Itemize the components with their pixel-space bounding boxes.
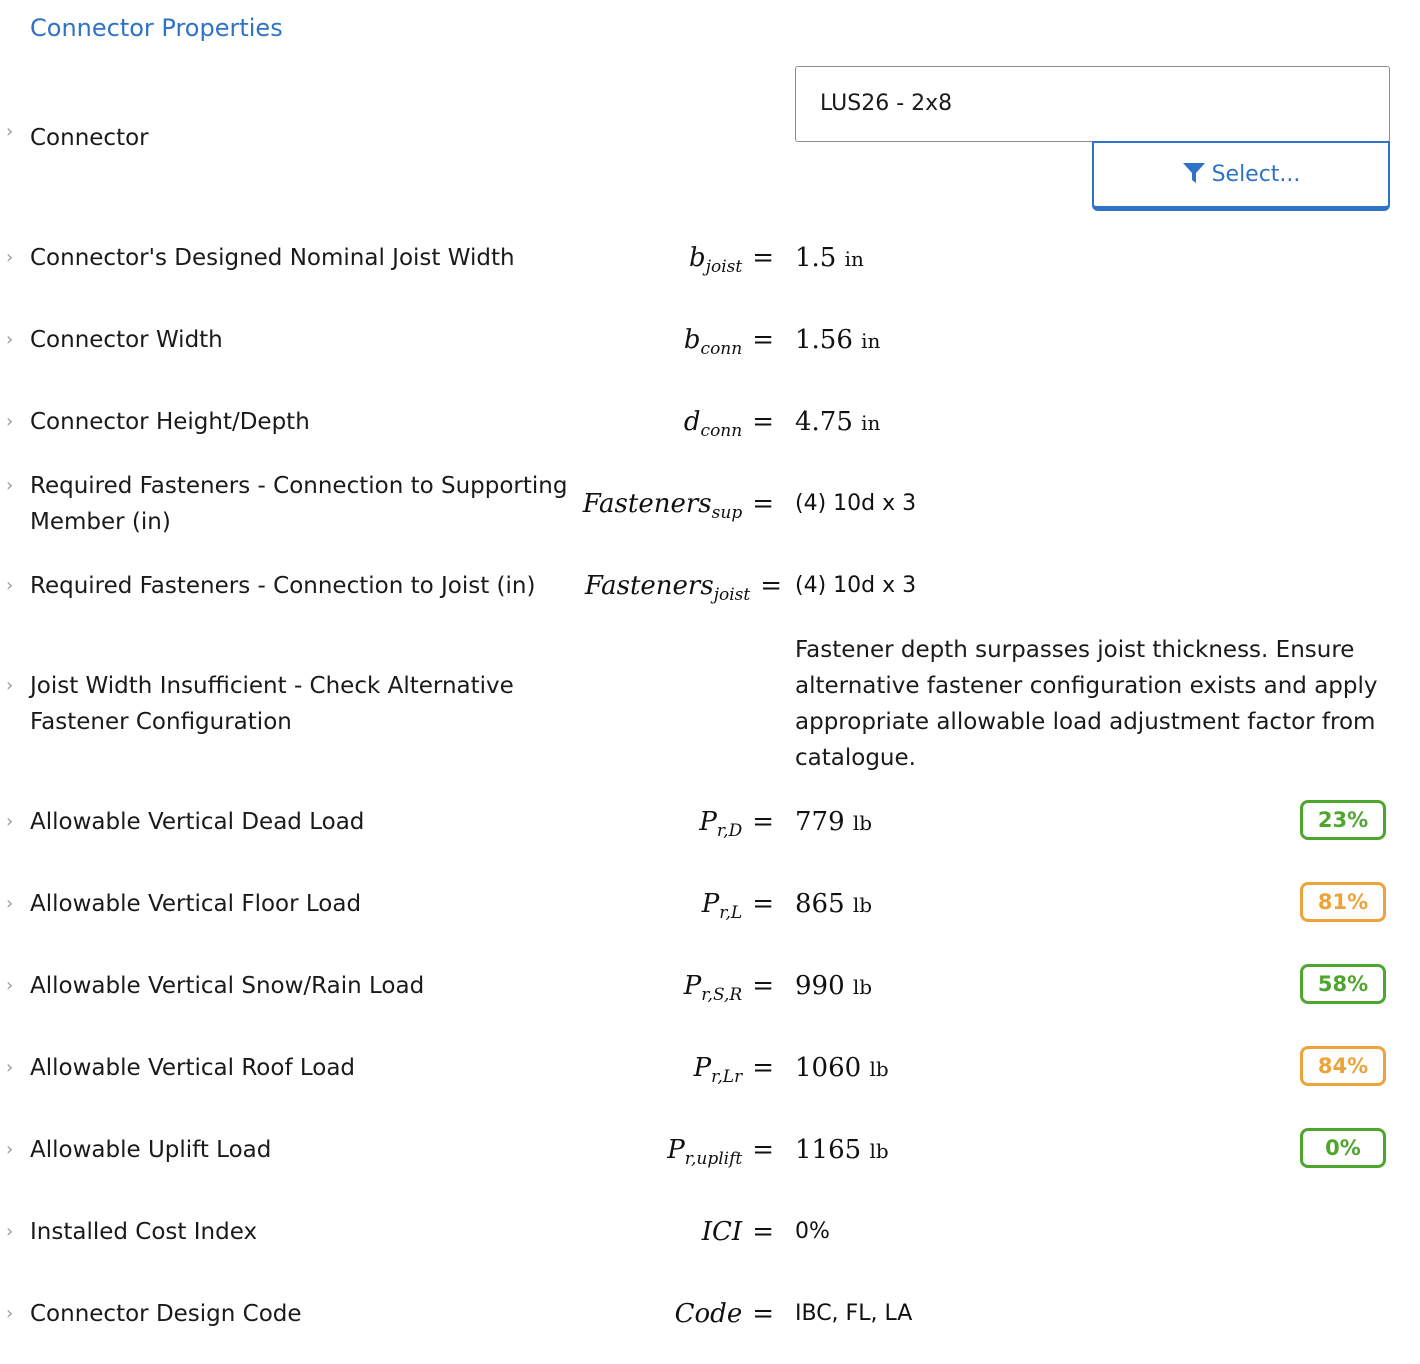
row-label: Connector's Designed Nominal Joist Width <box>30 245 515 271</box>
value: 0% <box>795 1219 830 1244</box>
select-label: Select... <box>1211 162 1301 187</box>
value: 1.56 in <box>795 325 881 355</box>
chevron-right-icon[interactable]: › <box>6 975 14 996</box>
chevron-right-icon[interactable]: › <box>6 893 14 914</box>
row-label: Required Fasteners - Connection to Joist (in) <box>30 573 536 599</box>
symbol: $P_{r,uplift}$ = <box>667 1135 774 1169</box>
utilization-badge: 23% <box>1300 800 1386 840</box>
symbol: $P_{r,L}$ = <box>701 889 774 923</box>
value: 1.5 in <box>795 243 864 273</box>
row-label: Connector <box>30 125 149 151</box>
chevron-right-icon[interactable]: › <box>6 411 14 432</box>
symbol: $P_{r,Lr}$ = <box>693 1053 774 1087</box>
chevron-right-icon[interactable]: › <box>6 1139 14 1160</box>
value: IBC, FL, LA <box>795 1301 913 1326</box>
value: (4) 10d x 3 <box>795 573 917 598</box>
value: 990 lb <box>795 971 873 1001</box>
symbol: Fasteners$_{sup}$ = <box>582 489 774 523</box>
value: (4) 10d x 3 <box>795 491 917 516</box>
symbol: $P_{r,D}$ = <box>699 807 774 841</box>
row-label: Allowable Vertical Roof Load <box>30 1055 356 1081</box>
chevron-right-icon[interactable]: › <box>6 247 14 268</box>
value: 1165 lb <box>795 1135 889 1165</box>
value: 1060 lb <box>795 1053 889 1083</box>
value: 865 lb <box>795 889 873 919</box>
chevron-right-icon[interactable]: › <box>6 675 14 696</box>
symbol: $P_{r,S,R}$ = <box>683 971 774 1005</box>
row-label: Connector Height/Depth <box>30 409 310 435</box>
value: 4.75 in <box>795 407 881 437</box>
chevron-right-icon[interactable]: › <box>6 121 14 142</box>
symbol: Fasteners$_{joist}$ = <box>584 571 782 605</box>
row-label: Connector Width <box>30 327 223 353</box>
symbol: Code = <box>674 1299 774 1329</box>
utilization-badge: 0% <box>1300 1128 1386 1168</box>
symbol: ICI = <box>701 1217 774 1247</box>
symbol: $d_{conn}$ = <box>683 407 774 441</box>
row-label: Allowable Vertical Floor Load <box>30 891 362 917</box>
filter-icon <box>1182 161 1206 185</box>
chevron-right-icon[interactable]: › <box>6 811 14 832</box>
utilization-badge: 58% <box>1300 964 1386 1004</box>
row-label: Allowable Uplift Load <box>30 1137 272 1163</box>
row-label: Connector Design Code <box>30 1301 302 1327</box>
row-label: Required Fasteners - Connection to Supporting Member (in) <box>30 473 568 535</box>
chevron-right-icon[interactable]: › <box>6 1057 14 1078</box>
warning-note: Fastener depth surpasses joist thickness. Ensure alternative fastener configuration exists and apply appropriate allowable load adjustment factor from catalogue. <box>795 637 1378 771</box>
chevron-right-icon[interactable]: › <box>6 1221 14 1242</box>
chevron-right-icon[interactable]: › <box>6 475 14 496</box>
utilization-badge: 84% <box>1300 1046 1386 1086</box>
chevron-right-icon[interactable]: › <box>6 329 14 350</box>
chevron-right-icon[interactable]: › <box>6 1303 14 1324</box>
symbol: $b_{joist}$ = <box>689 243 774 277</box>
select-connector-button[interactable] <box>1092 141 1390 211</box>
chevron-right-icon[interactable]: › <box>6 575 14 596</box>
value: 779 lb <box>795 807 873 837</box>
row-label: Allowable Vertical Snow/Rain Load <box>30 973 425 999</box>
row-label: Joist Width Insufficient - Check Alternative Fastener Configuration <box>30 673 514 735</box>
row-label: Allowable Vertical Dead Load <box>30 809 365 835</box>
utilization-badge: 81% <box>1300 882 1386 922</box>
symbol: $b_{conn}$ = <box>683 325 774 359</box>
connector-field[interactable]: LUS26 - 2x8 <box>795 66 1390 142</box>
section-title: Connector Properties <box>30 14 283 42</box>
row-label: Installed Cost Index <box>30 1219 258 1245</box>
